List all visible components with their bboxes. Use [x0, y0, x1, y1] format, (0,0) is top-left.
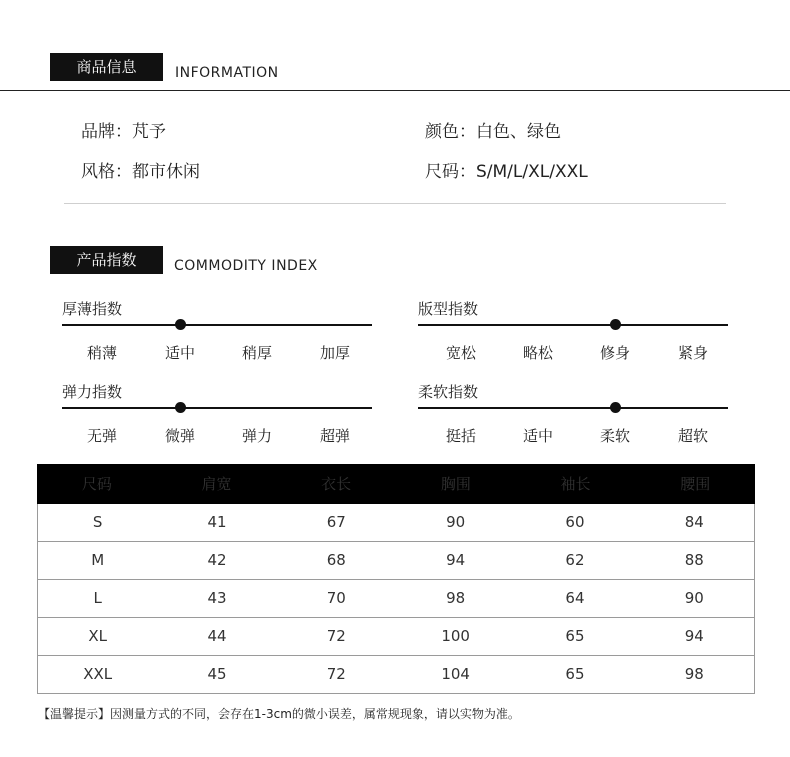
- information-rule: [0, 90, 790, 91]
- table-cell: 98: [684, 665, 704, 683]
- table-cell: 43: [207, 589, 227, 607]
- table-cell: 62: [565, 551, 585, 569]
- size-table-header: [37, 464, 755, 504]
- table-cell: 88: [684, 551, 704, 569]
- table-cell: 72: [326, 627, 346, 645]
- index-option: 适中: [164, 344, 195, 362]
- index-option: 弹力: [241, 427, 272, 445]
- index-marker: [175, 319, 186, 330]
- index-option: 柔软: [599, 427, 630, 445]
- header-cell: 衣长: [321, 475, 352, 493]
- table-cell: 65: [565, 665, 585, 683]
- table-cell: XXL: [83, 665, 113, 683]
- table-row: [38, 541, 754, 579]
- table-cell: 70: [326, 589, 346, 607]
- table-cell: 42: [207, 551, 227, 569]
- information-heading: INFORMATION: [175, 65, 279, 81]
- index-option: 稍薄: [86, 344, 117, 362]
- index-marker: [175, 402, 186, 413]
- table-row: [38, 504, 754, 541]
- style-field: 风格：都市休闲: [81, 162, 200, 182]
- information-divider: [64, 203, 726, 204]
- size-table-body: [37, 504, 755, 694]
- table-cell: 90: [446, 513, 466, 531]
- size-table: [37, 464, 755, 694]
- header-cell: 腰围: [680, 475, 711, 493]
- header-cell: 肩宽: [201, 475, 232, 493]
- table-cell: 90: [684, 589, 704, 607]
- index-title: 柔软指数: [418, 383, 479, 401]
- index-option: 修身: [599, 344, 630, 362]
- index-option: 适中: [522, 427, 553, 445]
- index-marker: [610, 402, 621, 413]
- table-cell: 44: [207, 627, 227, 645]
- index-option: 紧身: [677, 344, 708, 362]
- header-cell: 尺码: [81, 475, 112, 493]
- index-title: 弹力指数: [62, 383, 123, 401]
- table-cell: 94: [446, 551, 466, 569]
- index-title: 厚薄指数: [62, 300, 123, 318]
- index-option: 微弹: [164, 427, 195, 445]
- index-title: 版型指数: [418, 300, 479, 318]
- table-cell: 60: [565, 513, 585, 531]
- table-cell: M: [91, 551, 105, 569]
- index-scale: [62, 407, 372, 409]
- table-row: [38, 579, 754, 617]
- index-scale: [62, 324, 372, 326]
- index-scale: [418, 407, 728, 409]
- index-marker: [610, 319, 621, 330]
- table-cell: 94: [684, 627, 704, 645]
- table-cell: 64: [565, 589, 585, 607]
- table-cell: 84: [684, 513, 704, 531]
- table-cell: 65: [565, 627, 585, 645]
- header-cell: 胸围: [440, 475, 471, 493]
- table-cell: XL: [88, 627, 107, 645]
- measurement-note: 【温馨提示】因测量方式的不同，会存在1-3cm的微小误差，属常规现象，请以实物为准。: [38, 707, 520, 721]
- information-tag: 商品信息: [50, 53, 163, 81]
- index-option: 超弹: [319, 427, 350, 445]
- table-cell: 104: [441, 665, 470, 683]
- index-option: 略松: [522, 344, 553, 362]
- index-option: 宽松: [445, 344, 476, 362]
- table-cell: 41: [207, 513, 227, 531]
- table-cell: 100: [441, 627, 470, 645]
- table-cell: 98: [446, 589, 466, 607]
- color-field: 颜色：白色、绿色: [425, 122, 561, 142]
- table-cell: L: [93, 589, 102, 607]
- table-cell: 68: [326, 551, 346, 569]
- commodity-tag: 产品指数: [50, 246, 163, 274]
- index-option: 稍厚: [241, 344, 272, 362]
- table-cell: 45: [207, 665, 227, 683]
- table-cell: S: [92, 513, 103, 531]
- index-scale: [418, 324, 728, 326]
- table-row: [38, 655, 754, 693]
- index-option: 无弹: [86, 427, 117, 445]
- brand-field: 品牌：芃予: [81, 122, 166, 142]
- commodity-heading: COMMODITY INDEX: [174, 258, 318, 274]
- index-option: 挺括: [445, 427, 476, 445]
- table-cell: 67: [326, 513, 346, 531]
- header-cell: 袖长: [560, 475, 591, 493]
- size-field: 尺码：S/M/L/XL/XXL: [425, 162, 588, 182]
- table-cell: 72: [326, 665, 346, 683]
- index-option: 超软: [677, 427, 708, 445]
- table-row: [38, 617, 754, 655]
- index-option: 加厚: [319, 344, 350, 362]
